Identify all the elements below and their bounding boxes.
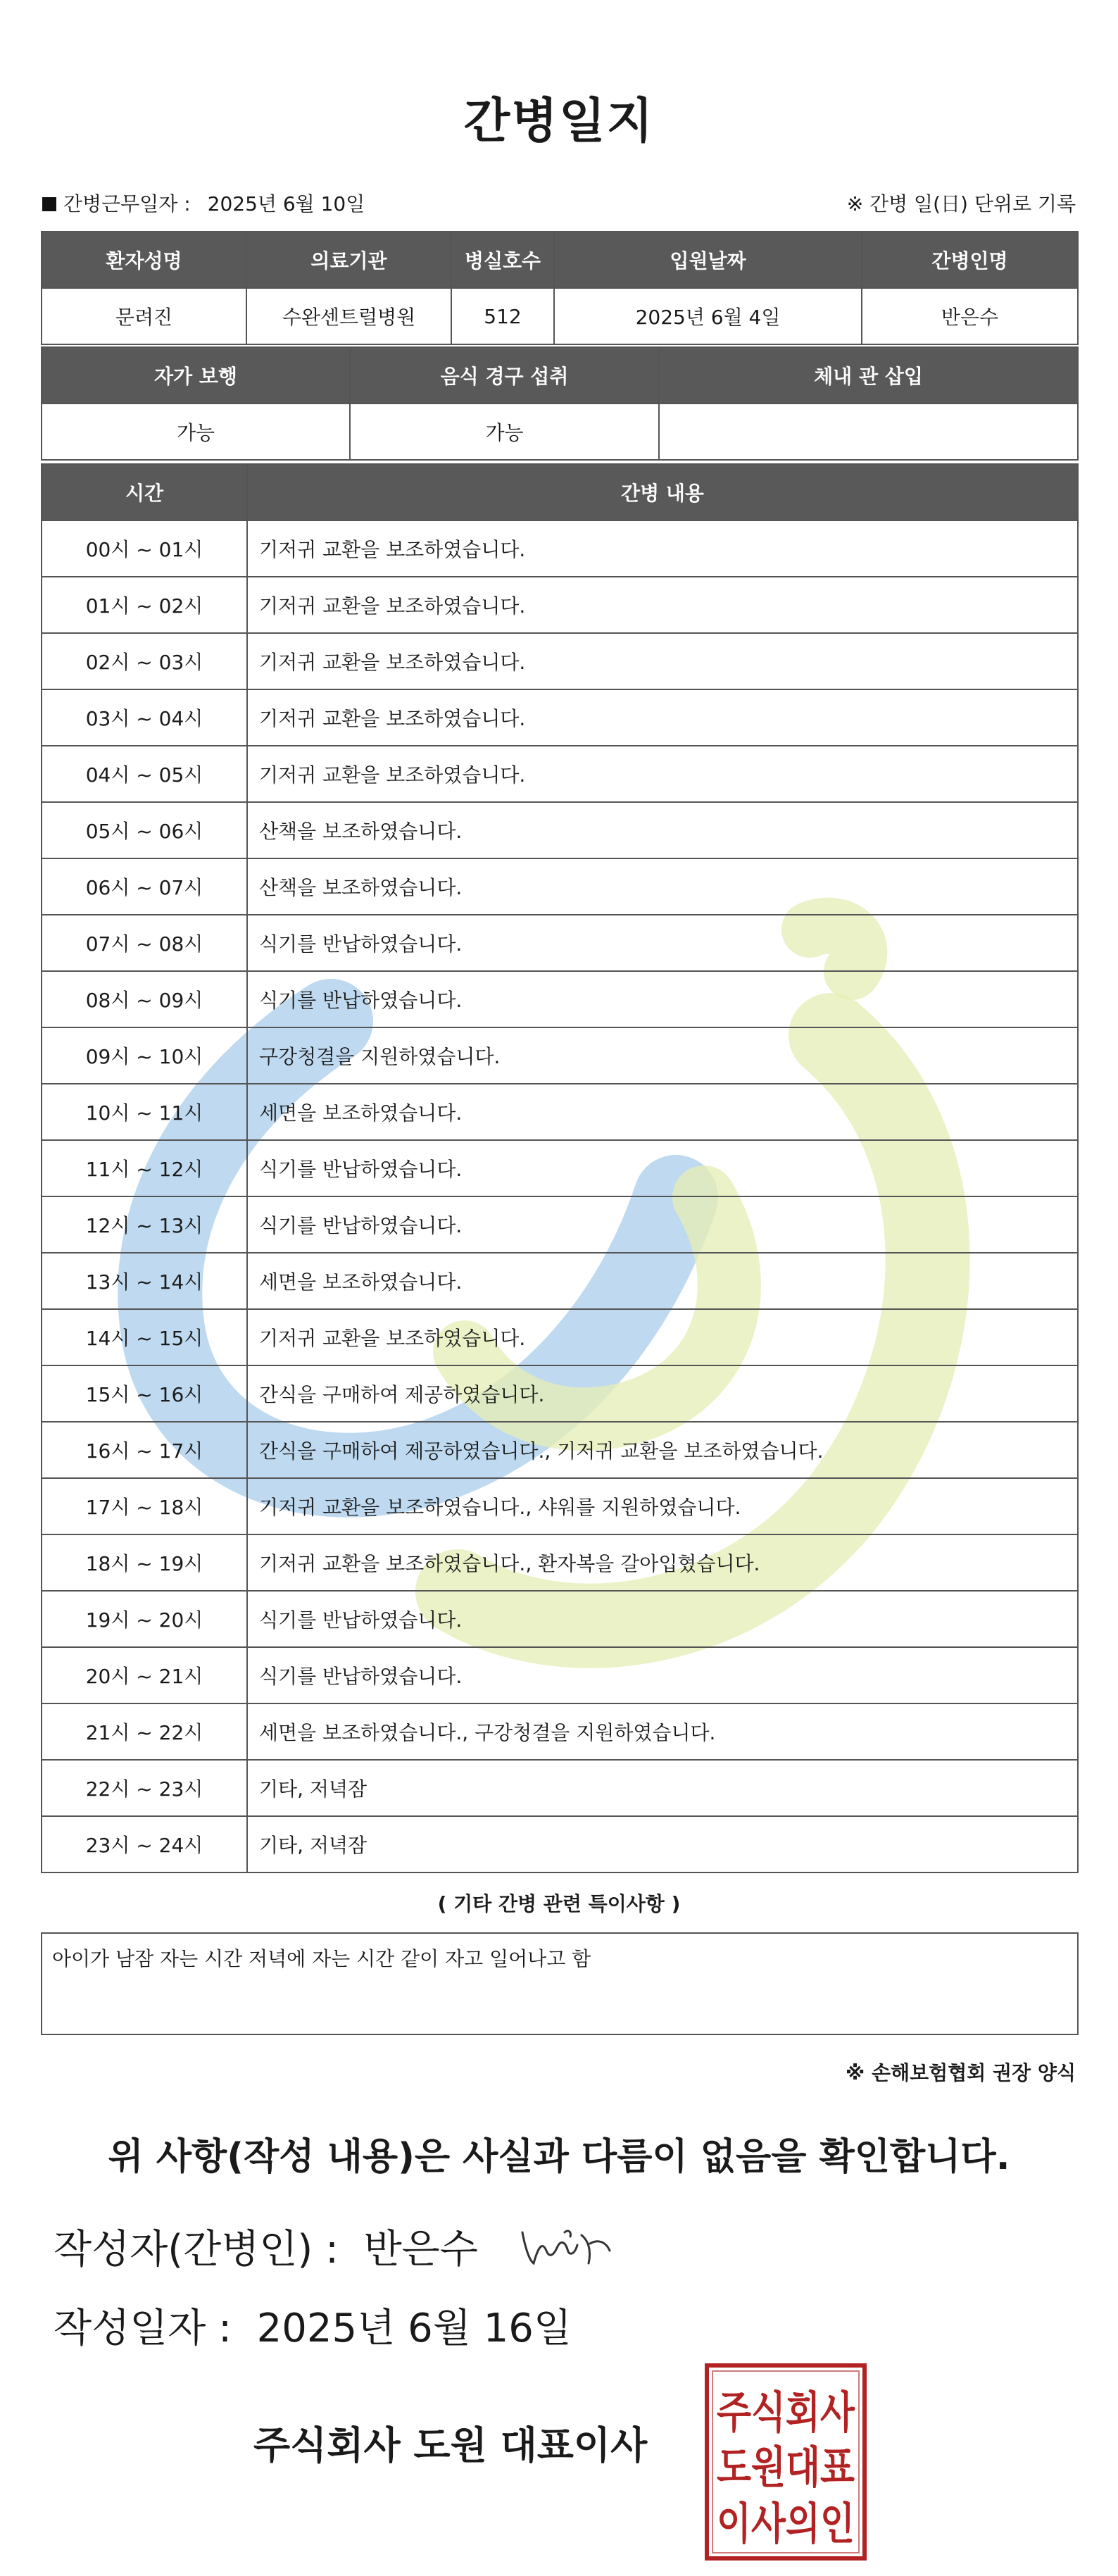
svg-text:도원대표: 도원대표 <box>717 2441 855 2493</box>
care-log-row <box>42 746 1078 802</box>
care-log-header-row <box>42 464 1078 520</box>
care-time: 19시 ~ 20시 <box>42 1591 247 1647</box>
care-content: 세면을 보조하였습니다., 구강청결을 지원하였습니다. <box>247 1703 1078 1760</box>
svg-text:이사의인: 이사의인 <box>717 2498 855 2549</box>
company-representative: 주식회사 도원 대표이사 <box>253 2423 648 2468</box>
care-log-row <box>42 1703 1078 1760</box>
care-time: 20시 ~ 21시 <box>42 1647 247 1703</box>
page-title: 간병일지 <box>463 94 655 149</box>
writer-row <box>54 2218 478 2275</box>
care-content: 식기를 반납하였습니다. <box>247 1196 1078 1253</box>
care-time: 04시 ~ 05시 <box>42 746 247 802</box>
header-admission-date: 입원날짜 <box>554 232 862 288</box>
walking-value: 가능 <box>42 404 350 460</box>
header-care-content: 간병 내용 <box>247 464 1078 520</box>
care-log-row <box>42 1816 1078 1872</box>
header-walking: 자가 보행 <box>42 347 350 404</box>
care-time: 05시 ~ 06시 <box>42 802 247 858</box>
care-time: 12시 ~ 13시 <box>42 1196 247 1253</box>
care-log-row <box>42 577 1078 633</box>
care-log-row <box>42 1647 1078 1703</box>
care-time: 10시 ~ 11시 <box>42 1084 247 1140</box>
care-time: 06시 ~ 07시 <box>42 858 247 915</box>
caregiver-name: 반은수 <box>862 288 1078 344</box>
care-content: 기저귀 교환을 보조하였습니다. <box>247 1309 1078 1365</box>
header-oral-intake: 음식 경구 섭취 <box>350 347 659 404</box>
care-content: 식기를 반납하였습니다. <box>247 971 1078 1027</box>
notes-title: ( 기타 간병 관련 특이사항 ) <box>437 1892 681 1915</box>
care-log-rows <box>42 520 1078 1872</box>
care-content: 기저귀 교환을 보조하였습니다. <box>247 520 1078 577</box>
care-log-row <box>42 1140 1078 1196</box>
care-log-row <box>42 1478 1078 1534</box>
care-time: 03시 ~ 04시 <box>42 689 247 746</box>
care-time: 11시 ~ 12시 <box>42 1140 247 1196</box>
care-log-row <box>42 1253 1078 1309</box>
oral-intake-value: 가능 <box>350 404 659 460</box>
care-content: 산책을 보조하였습니다. <box>247 802 1078 858</box>
svg-text:주식회사: 주식회사 <box>717 2387 855 2438</box>
writer-label: 작성자(간병인) : <box>54 2227 339 2272</box>
care-time: 21시 ~ 22시 <box>42 1703 247 1760</box>
care-content: 세면을 보조하였습니다. <box>247 1253 1078 1309</box>
care-log-row <box>42 520 1078 577</box>
header-caregiver: 간병인명 <box>862 232 1078 288</box>
care-content: 식기를 반납하였습니다. <box>247 1140 1078 1196</box>
care-log-row <box>42 1422 1078 1478</box>
care-time: 16시 ~ 17시 <box>42 1422 247 1478</box>
room-number: 512 <box>451 288 554 344</box>
written-date-label: 작성일자 : <box>54 2306 232 2351</box>
care-time: 01시 ~ 02시 <box>42 577 247 633</box>
care-log-row <box>42 1760 1078 1816</box>
care-content: 기타, 저녁잠 <box>247 1816 1078 1872</box>
admission-date: 2025년 6월 4일 <box>554 288 862 344</box>
tube-value <box>659 404 1078 460</box>
care-content: 간식을 구매하여 제공하였습니다., 기저귀 교환을 보조하였습니다. <box>247 1422 1078 1478</box>
care-time: 00시 ~ 01시 <box>42 520 247 577</box>
care-content: 기저귀 교환을 보조하였습니다. <box>247 689 1078 746</box>
header-time: 시간 <box>42 464 247 520</box>
patient-status-table <box>41 346 1079 461</box>
care-time: 07시 ~ 08시 <box>42 915 247 971</box>
care-log-row <box>42 1534 1078 1591</box>
care-time: 09시 ~ 10시 <box>42 1027 247 1084</box>
header-room: 병실호수 <box>451 232 554 288</box>
header-tube: 체내 관 삽입 <box>659 347 1078 404</box>
care-log-row <box>42 971 1078 1027</box>
work-date-value: 2025년 6월 10일 <box>207 192 365 215</box>
patient-status-header-row <box>42 347 1078 404</box>
form-source-note: ※ 손해보험협회 권장 양식 <box>846 2061 1076 2084</box>
care-content: 기저귀 교환을 보조하였습니다. <box>247 746 1078 802</box>
care-time: 23시 ~ 24시 <box>42 1816 247 1872</box>
handwritten-signature <box>518 2220 631 2276</box>
care-content: 구강청결을 지원하였습니다. <box>247 1027 1078 1084</box>
written-date-row <box>54 2297 572 2353</box>
patient-name: 문려진 <box>42 288 246 344</box>
care-log-row <box>42 689 1078 746</box>
care-time: 02시 ~ 03시 <box>42 633 247 689</box>
company-seal-stamp <box>704 2363 867 2561</box>
work-date-label: 간병근무일자 : <box>63 192 191 215</box>
patient-info-value-row <box>42 288 1078 344</box>
care-content: 세면을 보조하였습니다. <box>247 1084 1078 1140</box>
care-time: 18시 ~ 19시 <box>42 1534 247 1591</box>
work-date-row <box>42 189 365 217</box>
care-content: 식기를 반납하였습니다. <box>247 915 1078 971</box>
header-patient-name: 환자성명 <box>42 232 246 288</box>
care-log-row <box>42 1027 1078 1084</box>
care-log-row <box>42 633 1078 689</box>
care-log-row <box>42 1591 1078 1647</box>
care-content: 식기를 반납하였습니다. <box>247 1647 1078 1703</box>
care-time: 08시 ~ 09시 <box>42 971 247 1027</box>
care-content: 간식을 구매하여 제공하였습니다. <box>247 1365 1078 1422</box>
header-hospital: 의료기관 <box>246 232 451 288</box>
patient-info-table <box>41 231 1079 345</box>
care-log-row <box>42 1084 1078 1140</box>
care-log-row <box>42 1309 1078 1365</box>
confirmation-statement: 위 사항(작성 내용)은 사실과 다름이 없음을 확인합니다. <box>108 2136 1010 2178</box>
care-content: 기저귀 교환을 보조하였습니다. <box>247 577 1078 633</box>
care-time: 13시 ~ 14시 <box>42 1253 247 1309</box>
care-time: 22시 ~ 23시 <box>42 1760 247 1816</box>
care-content: 산책을 보조하였습니다. <box>247 858 1078 915</box>
care-time: 15시 ~ 16시 <box>42 1365 247 1422</box>
care-log-row <box>42 1196 1078 1253</box>
patient-info-header-row <box>42 232 1078 288</box>
care-content: 식기를 반납하였습니다. <box>247 1591 1078 1647</box>
care-log-row <box>42 858 1078 915</box>
record-unit-note: ※ 간병 일(日) 단위로 기록 <box>846 192 1076 215</box>
care-content: 기타, 저녁잠 <box>247 1760 1078 1816</box>
care-content: 기저귀 교환을 보조하였습니다. <box>247 633 1078 689</box>
written-date-value: 2025년 6월 16일 <box>256 2306 572 2351</box>
patient-status-value-row <box>42 404 1078 460</box>
notes-box: 아이가 남잠 자는 시간 저녁에 자는 시간 같이 자고 일어나고 함 <box>41 1932 1079 2035</box>
care-time: 17시 ~ 18시 <box>42 1478 247 1534</box>
care-log-row <box>42 915 1078 971</box>
care-log-row <box>42 1365 1078 1422</box>
care-log-table <box>41 463 1079 1873</box>
bullet-square-icon <box>42 197 56 211</box>
hospital-name: 수완센트럴병원 <box>246 288 451 344</box>
care-log-row <box>42 802 1078 858</box>
care-content: 기저귀 교환을 보조하였습니다., 샤워를 지원하였습니다. <box>247 1478 1078 1534</box>
care-time: 14시 ~ 15시 <box>42 1309 247 1365</box>
writer-name: 반은수 <box>363 2227 478 2272</box>
care-content: 기저귀 교환을 보조하였습니다., 환자복을 갈아입혔습니다. <box>247 1534 1078 1591</box>
